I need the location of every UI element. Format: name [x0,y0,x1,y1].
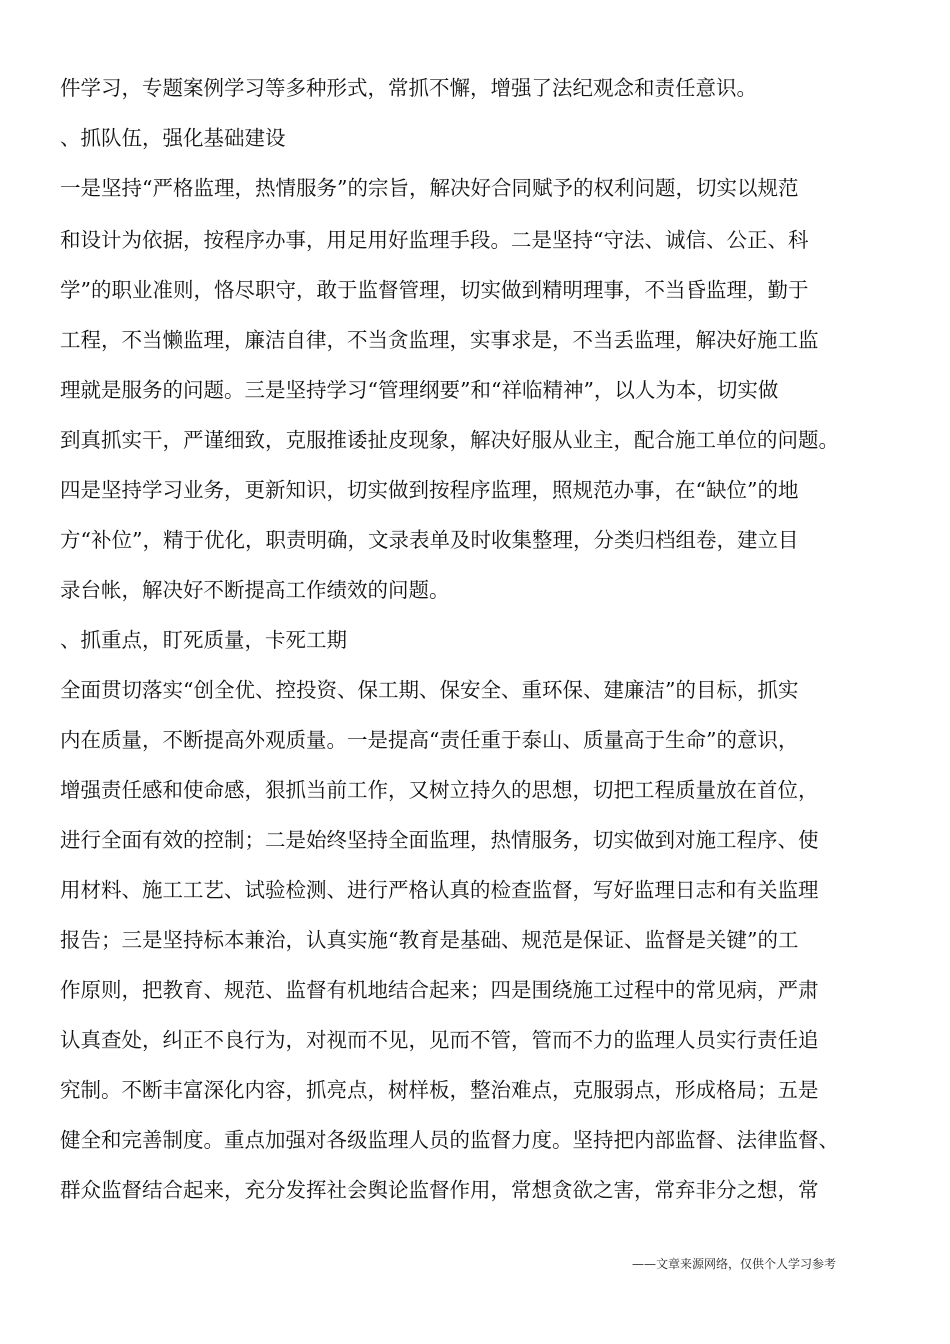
body-line: 录台帐，解决好不断提高工作绩效的问题。 [60,578,450,602]
body-line: 到真抓实干，严谨细致，克服推诿扯皮现象，解决好服从业主，配合施工单位的问题。 [60,428,839,452]
body-line: 件学习，专题案例学习等多种形式，常抓不懈，增强了法纪观念和责任意识。 [60,76,757,100]
body-line: 用材料、施工工艺、试验检测、进行严格认真的检查监督，写好监理日志和有关监理 [60,878,819,902]
section-heading: 、抓重点，盯死质量，卡死工期 [60,628,347,652]
body-line: 究制。不断丰富深化内容，抓亮点，树样板，整治难点，克服弱点，形成格局；五是 [60,1078,819,1102]
body-line: 和设计为依据，按程序办事，用足用好监理手段。二是坚持“守法、诚信、公正、科 [60,228,809,252]
body-line: 群众监督结合起来，充分发挥社会舆论监督作用，常想贪欲之害，常弃非分之想，常 [60,1178,819,1202]
body-line: 工程，不当懒监理，廉洁自律，不当贪监理，实事求是，不当丢监理，解决好施工监 [60,328,819,352]
body-line: 一是坚持“严格监理，热情服务”的宗旨，解决好合同赋予的权利问题，切实以规范 [60,176,799,200]
body-line: 内在质量，不断提高外观质量。一是提高“责任重于泰山、质量高于生命”的意识， [60,728,799,752]
section-heading: 、抓队伍，强化基础建设 [60,126,286,150]
body-line: 进行全面有效的控制；二是始终坚持全面监理，热情服务，切实做到对施工程序、使 [60,828,819,852]
body-line: 四是坚持学习业务，更新知识，切实做到按程序监理，照规范办事，在“缺位”的地 [60,478,799,502]
source-footer: ——文章来源网络，仅供个人学习参考 [632,1257,837,1271]
body-line: 理就是服务的问题。三是坚持学习“管理纲要”和“祥临精神”，以人为本，切实做 [60,378,779,402]
body-line: 全面贯切落实“创全优、控投资、保工期、保安全、重环保、建廉洁”的目标，抓实 [60,678,799,702]
body-line: 报告；三是坚持标本兼治，认真实施“教育是基础、规范是保证、监督是关键”的工 [60,928,799,952]
body-line: 认真查处，纠正不良行为，对视而不见，见而不管，管而不力的监理人员实行责任追 [60,1028,819,1052]
body-line: 学”的职业准则，恪尽职守，敢于监督管理，切实做到精明理事，不当昏监理，勤于 [60,278,809,302]
body-line: 增强责任感和使命感，狠抓当前工作，又树立持久的思想，切把工程质量放在首位， [60,778,819,802]
body-line: 作原则，把教育、规范、监督有机地结合起来；四是围绕施工过程中的常见病，严肃 [60,978,819,1002]
body-line: 方“补位”，精于优化，职责明确，文录表单及时收集整理，分类归档组卷，建立目 [60,528,799,552]
body-line: 健全和完善制度。重点加强对各级监理人员的监督力度。坚持把内部监督、法律监督、 [60,1128,839,1152]
